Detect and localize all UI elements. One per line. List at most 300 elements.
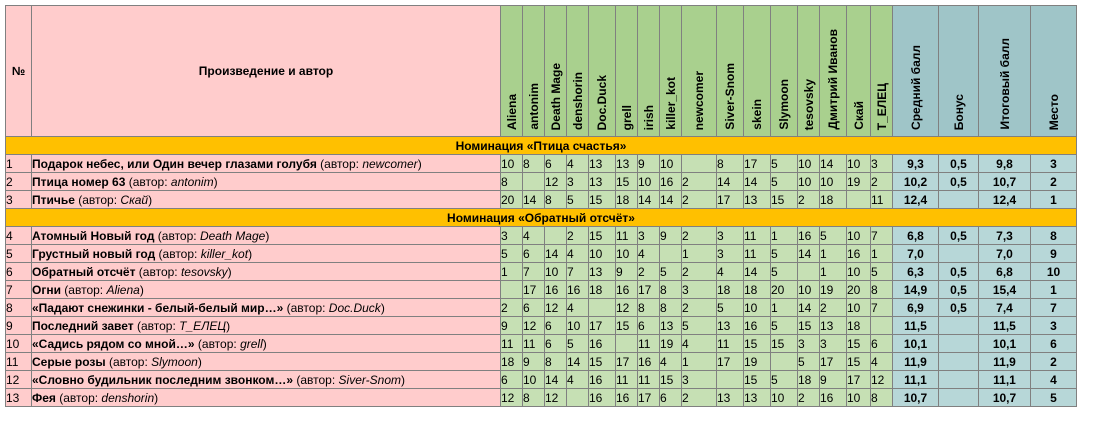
score-cell: 16: [589, 335, 616, 353]
bonus-cell: [939, 371, 979, 389]
score-cell: 4: [638, 245, 660, 263]
score-cell: 19: [660, 335, 682, 353]
score-cell: 14: [744, 173, 771, 191]
score-cell: 5: [660, 263, 682, 281]
score-cell: 12: [616, 299, 638, 317]
score-cell: 10: [847, 299, 871, 317]
score-cell: 7: [871, 227, 893, 245]
work-cell: [32, 245, 501, 263]
score-cell: 14: [523, 191, 545, 209]
author-name: killer_kot: [200, 246, 249, 261]
judge-name: grell: [619, 104, 634, 130]
score-cell: 16: [616, 389, 638, 407]
score-cell: 8: [871, 281, 893, 299]
author-name: Siver-Snom: [338, 372, 401, 387]
score-cell: 16: [820, 389, 847, 407]
score-cell: 10: [847, 155, 871, 173]
row-number: 8: [6, 299, 32, 317]
total-score: 12,4: [979, 191, 1031, 209]
score-cell: 11: [616, 227, 638, 245]
place-cell: 1: [1031, 191, 1077, 209]
work-cell: [32, 389, 501, 407]
judge-header: [638, 6, 660, 137]
score-cell: 17: [717, 191, 744, 209]
score-cell: 9: [660, 227, 682, 245]
result-header: [939, 6, 979, 137]
judge-header: [771, 6, 798, 137]
score-cell: 14: [717, 173, 744, 191]
score-cell: 18: [501, 353, 523, 371]
score-cell: 1: [501, 263, 523, 281]
score-cell: [616, 335, 638, 353]
score-cell: [567, 389, 589, 407]
author-suffix: ): [139, 282, 144, 297]
judge-header: [545, 6, 567, 137]
score-cell: 5: [771, 317, 798, 335]
score-cell: 5: [567, 335, 589, 353]
score-cell: 5: [771, 245, 798, 263]
score-cell: 8: [660, 281, 682, 299]
score-cell: 14: [545, 245, 567, 263]
score-cell: 11: [638, 335, 660, 353]
score-cell: 2: [682, 389, 717, 407]
place-cell: 2: [1031, 173, 1077, 191]
score-cell: 6: [660, 389, 682, 407]
author-prefix: (автор:: [133, 318, 180, 333]
score-cell: 11: [638, 371, 660, 389]
score-cell: [589, 299, 616, 317]
row-number: 12: [6, 371, 32, 389]
total-score: 7,3: [979, 227, 1031, 245]
score-cell: 1: [682, 245, 717, 263]
average-score: 10,7: [893, 389, 939, 407]
score-cell: 3: [682, 371, 717, 389]
score-cell: 12: [523, 317, 545, 335]
score-cell: 10: [660, 155, 682, 173]
score-cell: 7: [523, 263, 545, 281]
score-cell: 10: [545, 263, 567, 281]
score-cell: 3: [871, 155, 893, 173]
average-score: 9,3: [893, 155, 939, 173]
bonus-cell: 0,5: [939, 263, 979, 281]
author-prefix: (автор:: [125, 174, 171, 189]
score-cell: 13: [744, 191, 771, 209]
author-suffix: ): [226, 318, 231, 333]
score-cell: 11: [744, 227, 771, 245]
author-name: newcomer: [362, 156, 418, 171]
author-name: Скай: [120, 192, 149, 207]
score-cell: 15: [771, 335, 798, 353]
score-cell: 13: [660, 317, 682, 335]
score-cell: 10: [744, 299, 771, 317]
score-cell: 18: [798, 371, 820, 389]
score-cell: 2: [501, 299, 523, 317]
score-cell: 5: [771, 263, 798, 281]
score-cell: 3: [638, 227, 660, 245]
author-suffix: ): [265, 228, 270, 243]
score-cell: 13: [589, 173, 616, 191]
score-cell: 2: [871, 173, 893, 191]
place-cell: 4: [1031, 371, 1077, 389]
nomination-row: [6, 137, 1077, 155]
average-score: 11,5: [893, 317, 939, 335]
judge-header: [567, 6, 589, 137]
work-cell: [32, 299, 501, 317]
table-row: [6, 191, 1077, 209]
author-suffix: ): [197, 354, 202, 369]
score-cell: 3: [682, 281, 717, 299]
score-cell: 20: [501, 191, 523, 209]
score-cell: 10: [589, 245, 616, 263]
author-name: Death Mage: [199, 228, 266, 243]
row-number: 11: [6, 353, 32, 371]
table-row: [6, 263, 1077, 281]
score-cell: 6: [871, 335, 893, 353]
judge-header: [847, 6, 871, 137]
bonus-cell: [939, 245, 979, 263]
result-column-name: Место: [1046, 93, 1061, 130]
score-cell: 10: [847, 389, 871, 407]
work-title: Серые розы: [32, 354, 106, 369]
score-cell: 10: [847, 263, 871, 281]
work-cell: [32, 281, 501, 299]
bonus-cell: [939, 353, 979, 371]
score-cell: 10: [638, 173, 660, 191]
judge-header: [616, 6, 638, 137]
score-cell: 3: [798, 335, 820, 353]
work-title: «Словно будильник последним звонком…»: [32, 372, 294, 387]
nomination-title: Номинация «Обратный отсчёт»: [6, 209, 1077, 227]
score-cell: 14: [798, 245, 820, 263]
score-cell: 5: [771, 173, 798, 191]
score-cell: 6: [523, 299, 545, 317]
score-cell: 15: [744, 371, 771, 389]
score-cell: 13: [616, 155, 638, 173]
table-row: [6, 245, 1077, 263]
bonus-cell: 0,5: [939, 281, 979, 299]
work-cell: [32, 371, 501, 389]
score-cell: 13: [744, 389, 771, 407]
score-cell: 6: [545, 155, 567, 173]
author-suffix: ): [401, 372, 405, 387]
bonus-cell: [939, 389, 979, 407]
score-cell: 7: [567, 263, 589, 281]
row-number: 6: [6, 263, 32, 281]
total-score: 11,1: [979, 371, 1031, 389]
author-suffix: ): [262, 336, 267, 351]
score-cell: 15: [660, 371, 682, 389]
score-cell: 12: [545, 173, 567, 191]
score-cell: 10: [523, 371, 545, 389]
score-cell: 5: [771, 155, 798, 173]
author-prefix: (автор:: [55, 390, 102, 405]
score-cell: 5: [501, 245, 523, 263]
result-header: [893, 6, 939, 137]
table-row: [6, 353, 1077, 371]
author-prefix: (автор:: [135, 264, 181, 279]
score-cell: 9: [820, 371, 847, 389]
score-cell: 11: [871, 191, 893, 209]
judge-name: Siver-Snom: [723, 63, 737, 130]
score-cell: 17: [589, 317, 616, 335]
score-cell: 13: [717, 389, 744, 407]
score-cell: 10: [567, 317, 589, 335]
score-cell: 17: [744, 155, 771, 173]
table-row: [6, 317, 1077, 335]
score-cell: 4: [523, 227, 545, 245]
author-suffix: ): [148, 192, 153, 207]
score-cell: 1: [820, 263, 847, 281]
score-cell: 4: [871, 353, 893, 371]
place-cell: 3: [1031, 317, 1077, 335]
score-cell: 6: [501, 371, 523, 389]
score-cell: 1: [771, 227, 798, 245]
author-name: antonim: [170, 174, 214, 189]
score-cell: 20: [847, 281, 871, 299]
work-title: Птичье: [32, 192, 75, 207]
score-cell: 18: [820, 191, 847, 209]
total-score: 6,8: [979, 263, 1031, 281]
score-cell: 8: [871, 389, 893, 407]
score-cell: 5: [820, 227, 847, 245]
score-cell: 18: [717, 281, 744, 299]
judge-header: [871, 6, 893, 137]
score-cell: 3: [717, 245, 744, 263]
judge-name: Дмитрий Иванов: [826, 29, 840, 130]
score-cell: 5: [798, 353, 820, 371]
judge-header: [523, 6, 545, 137]
judge-header: [501, 6, 523, 137]
judge-header: [717, 6, 744, 137]
score-cell: 6: [523, 245, 545, 263]
bonus-cell: 0,5: [939, 155, 979, 173]
score-cell: 9: [501, 317, 523, 335]
score-cell: 13: [717, 317, 744, 335]
score-cell: 10: [616, 245, 638, 263]
result-column-name: Итоговый балл: [997, 38, 1012, 130]
judge-name: skein: [750, 99, 764, 130]
result-header: [1031, 6, 1077, 137]
score-cell: 4: [717, 263, 744, 281]
score-cell: 19: [744, 353, 771, 371]
score-cell: 2: [798, 389, 820, 407]
author-prefix: (автор:: [60, 282, 107, 297]
judge-name: killer_kot: [663, 77, 678, 130]
score-cell: 9: [638, 155, 660, 173]
row-number: 2: [6, 173, 32, 191]
score-cell: 16: [847, 245, 871, 263]
score-cell: 14: [744, 263, 771, 281]
place-cell: 1: [1031, 281, 1077, 299]
score-cell: 6: [638, 317, 660, 335]
score-cell: 12: [545, 389, 567, 407]
bonus-cell: 0,5: [939, 299, 979, 317]
judge-name: T_ЕЛЕЦ: [874, 82, 889, 130]
average-score: 6,3: [893, 263, 939, 281]
author-suffix: ): [248, 246, 253, 261]
judge-name: Slymoon: [777, 79, 791, 130]
work-title: «Падают снежинки - белый-белый мир…»: [32, 300, 284, 315]
table-row: [6, 227, 1077, 245]
average-score: 12,4: [893, 191, 939, 209]
score-cell: 16: [616, 281, 638, 299]
score-cell: 4: [660, 353, 682, 371]
average-score: 11,1: [893, 371, 939, 389]
author-name: Doc.Duck: [328, 300, 381, 315]
average-score: 10,1: [893, 335, 939, 353]
score-cell: 1: [682, 353, 717, 371]
score-cell: 6: [545, 335, 567, 353]
score-cell: [871, 317, 893, 335]
score-cell: [660, 245, 682, 263]
bonus-cell: [939, 335, 979, 353]
score-cell: 7: [871, 299, 893, 317]
total-score: 10,7: [979, 173, 1031, 191]
score-cell: 16: [798, 227, 820, 245]
score-cell: 18: [589, 281, 616, 299]
judge-name: Aliena: [504, 93, 519, 130]
score-cell: 9: [616, 263, 638, 281]
judge-header: [682, 6, 717, 137]
score-cell: 2: [682, 191, 717, 209]
score-cell: 8: [717, 155, 744, 173]
score-cell: [717, 371, 744, 389]
row-number: 9: [6, 317, 32, 335]
work-title: Обратный отсчёт: [32, 264, 136, 279]
score-cell: 14: [638, 191, 660, 209]
score-cell: 1: [820, 245, 847, 263]
score-cell: 6: [545, 317, 567, 335]
score-cell: 10: [798, 281, 820, 299]
total-score: 7,0: [979, 245, 1031, 263]
score-cell: 14: [798, 299, 820, 317]
row-number: 4: [6, 227, 32, 245]
score-cell: 16: [545, 281, 567, 299]
score-cell: 17: [523, 281, 545, 299]
score-cell: [545, 227, 567, 245]
author-name: Slymoon: [151, 354, 198, 369]
score-cell: 2: [820, 299, 847, 317]
table-row: [6, 371, 1077, 389]
bonus-cell: [939, 191, 979, 209]
work-title: Атомный Новый год: [32, 228, 155, 243]
average-score: 6,9: [893, 299, 939, 317]
average-score: 7,0: [893, 245, 939, 263]
author-prefix: (автор:: [293, 372, 339, 387]
score-cell: 4: [567, 371, 589, 389]
place-cell: 5: [1031, 389, 1077, 407]
score-cell: 16: [567, 281, 589, 299]
author-prefix: (автор:: [155, 246, 201, 261]
score-cell: 8: [638, 299, 660, 317]
place-cell: 3: [1031, 155, 1077, 173]
score-cell: 16: [638, 353, 660, 371]
score-cell: 16: [744, 317, 771, 335]
score-cell: [523, 173, 545, 191]
work-title: Последний завет: [32, 318, 134, 333]
row-number: 13: [6, 389, 32, 407]
author-suffix: ): [380, 300, 385, 315]
score-cell: 11: [744, 245, 771, 263]
place-cell: 10: [1031, 263, 1077, 281]
header-title: Произведение и автор: [32, 6, 501, 137]
total-score: 11,9: [979, 353, 1031, 371]
score-cell: 17: [638, 389, 660, 407]
judge-header: [744, 6, 771, 137]
score-cell: 5: [567, 191, 589, 209]
score-cell: 11: [501, 335, 523, 353]
score-cell: 15: [744, 335, 771, 353]
judge-name: newcomer: [692, 70, 706, 130]
score-cell: 14: [567, 353, 589, 371]
average-score: 10,2: [893, 173, 939, 191]
score-cell: 8: [523, 389, 545, 407]
score-cell: 5: [682, 317, 717, 335]
score-cell: [847, 191, 871, 209]
work-title: Подарок небес, или Один вечер глазами голубя: [32, 156, 317, 171]
table-row: [6, 389, 1077, 407]
total-score: 9,8: [979, 155, 1031, 173]
score-cell: 15: [847, 353, 871, 371]
work-cell: [32, 335, 501, 353]
work-cell: [32, 173, 501, 191]
score-cell: 3: [567, 173, 589, 191]
score-cell: 15: [616, 173, 638, 191]
score-cell: 17: [638, 281, 660, 299]
author-suffix: ): [417, 156, 422, 171]
score-cell: 10: [847, 227, 871, 245]
score-cell: 3: [501, 227, 523, 245]
score-cell: 4: [567, 155, 589, 173]
author-prefix: (автор:: [194, 336, 241, 351]
work-title: Фея: [32, 390, 56, 405]
score-cell: 20: [771, 281, 798, 299]
score-cell: 18: [616, 191, 638, 209]
author-suffix: ): [154, 390, 159, 405]
author-name: denshorin: [101, 390, 155, 405]
row-number: 10: [6, 335, 32, 353]
score-cell: 14: [820, 155, 847, 173]
place-cell: 2: [1031, 353, 1077, 371]
table-row: [6, 335, 1077, 353]
judge-name: antonim: [526, 83, 541, 130]
author-prefix: (автор:: [105, 354, 152, 369]
results-table: [5, 5, 1077, 407]
place-cell: 7: [1031, 299, 1077, 317]
author-name: tesovsky: [180, 264, 228, 279]
score-cell: 1: [771, 299, 798, 317]
header-number: №: [6, 6, 32, 137]
work-cell: [32, 191, 501, 209]
average-score: 11,9: [893, 353, 939, 371]
author-prefix: (автор:: [283, 300, 329, 315]
score-cell: 14: [545, 371, 567, 389]
table-row: [6, 173, 1077, 191]
work-cell: [32, 155, 501, 173]
score-cell: 2: [798, 191, 820, 209]
header-row: [6, 6, 1077, 137]
score-cell: 2: [682, 227, 717, 245]
author-name: Aliena: [106, 282, 140, 297]
judge-name: irish: [641, 104, 656, 130]
result-column-name: Средний балл: [908, 45, 923, 130]
score-cell: 10: [501, 155, 523, 173]
bonus-cell: 0,5: [939, 227, 979, 245]
author-prefix: (автор:: [154, 228, 200, 243]
total-score: 10,7: [979, 389, 1031, 407]
score-cell: 2: [638, 263, 660, 281]
score-cell: 13: [589, 263, 616, 281]
